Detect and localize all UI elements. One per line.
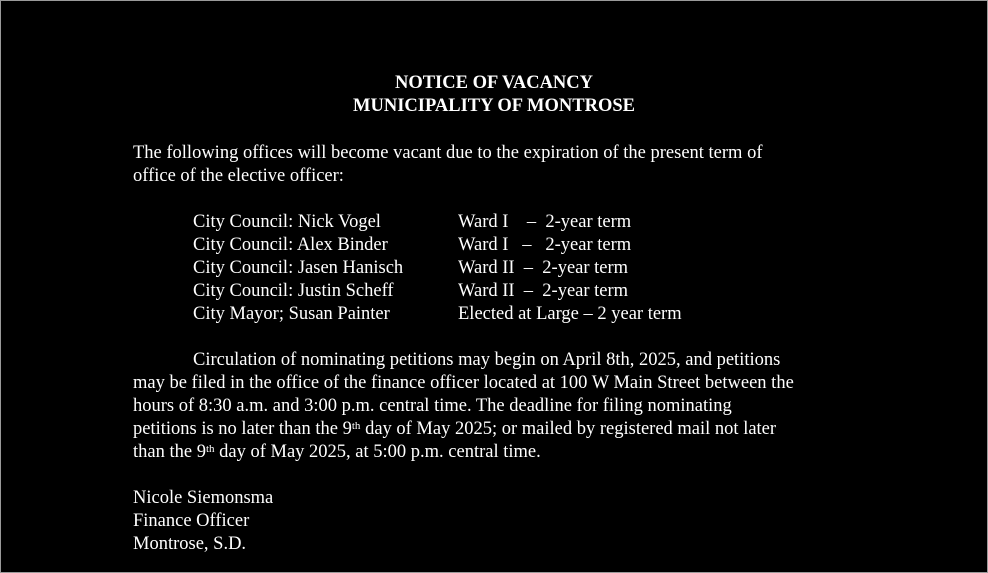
office-term: Elected at Large – 2 year term [458, 304, 682, 324]
circulation-line-4-text: petitions is no later than the 9 [133, 419, 352, 439]
signer-name: Nicole Siemonsma [133, 488, 274, 508]
office-name: City Council: Alex Binder [193, 235, 388, 255]
ordinal-suffix: th [205, 443, 215, 455]
circulation-line-5-text-end: day of May 2025, at 5:00 p.m. central time. [214, 442, 541, 462]
office-term: Ward II – 2-year term [458, 281, 629, 301]
circulation-line-5 [133, 441, 541, 464]
circulation-line-4-text-end: day of May 2025; or mailed by registered mail not later [360, 419, 777, 439]
intro-text-line-2: office of the elective officer: [133, 166, 344, 186]
office-name: City Council: Justin Scheff [193, 281, 394, 301]
signer-title: Finance Officer [133, 511, 250, 531]
circulation-line-1: Circulation of nominating petitions may begin on April 8th, 2025, and petitions [193, 350, 781, 370]
office-term: Ward I – 2-year term [458, 212, 632, 232]
office-name: City Mayor; Susan Painter [193, 304, 390, 324]
office-term: Ward I – 2-year term [458, 235, 632, 255]
intro-text-line-1: The following offices will become vacant due to the expiration of the present term of [133, 143, 763, 163]
office-term: Ward II – 2-year term [458, 258, 629, 278]
circulation-line-5-text: than the 9 [133, 442, 206, 462]
municipality-title: MUNICIPALITY OF MONTROSE [353, 96, 635, 116]
notice-title: NOTICE OF VACANCY [394, 73, 594, 93]
circulation-line-3: hours of 8:30 a.m. and 3:00 p.m. central time. The deadline for filing nominating [133, 396, 732, 416]
signer-location: Montrose, S.D. [133, 534, 247, 554]
circulation-line-2: may be filed in the office of the finance officer located at 100 W Main Street between the [133, 373, 794, 393]
office-name: City Council: Nick Vogel [193, 212, 381, 232]
circulation-line-4 [133, 418, 776, 441]
office-name: City Council: Jasen Hanisch [193, 258, 404, 278]
ordinal-suffix: th [351, 420, 361, 432]
